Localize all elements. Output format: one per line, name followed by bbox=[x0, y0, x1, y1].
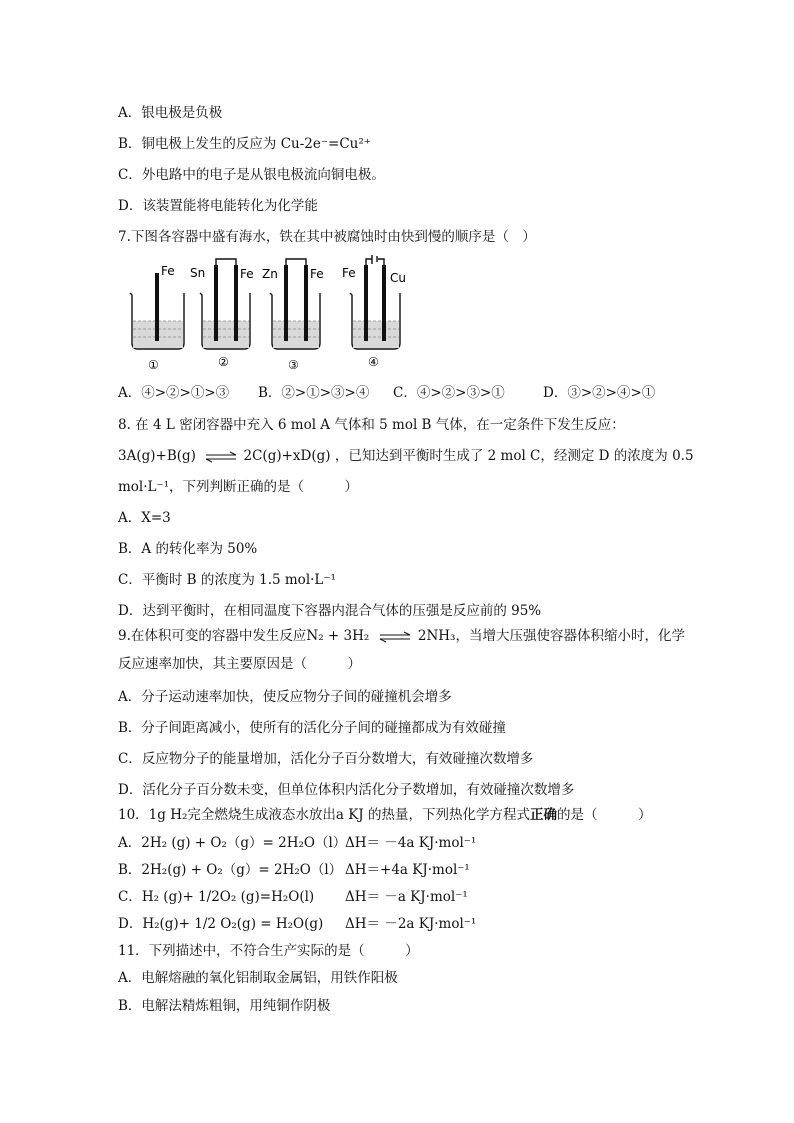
q9-option-b: B．分子间距离减小，使所有的活化分子间的碰撞都成为有效碰撞 bbox=[118, 720, 506, 736]
q10-option-a-enthalpy: ΔH＝ －4a KJ·mol⁻¹ bbox=[345, 835, 477, 851]
q8-equation-right: 2C(g)+xD(g) bbox=[243, 448, 331, 464]
q9-stem-line1 bbox=[118, 627, 685, 645]
beaker-number-1: ① bbox=[148, 358, 159, 372]
q6-option-b: B．铜电极上发生的反应为 Cu-2e⁻=Cu²⁺ bbox=[118, 136, 371, 152]
q8-option-c: C．平衡时 B 的浓度为 1.5 mol·L⁻¹ bbox=[118, 572, 336, 588]
q7-stem: 7.下图各容器中盛有海水，铁在其中被腐蚀时由快到慢的顺序是（ ） bbox=[118, 229, 536, 245]
q7-option-d: D．③>②>④>① bbox=[543, 385, 656, 401]
q8-stem-line1: 8. 在 4 L 密闭容器中充入 6 mol A 气体和 5 mol B 气体，在一定条件下发生反应： bbox=[118, 417, 625, 433]
q10-option-c-equation: C．H₂ (g)+ 1/2O₂ (g)=H₂O(l) bbox=[118, 889, 315, 905]
q10-option-a-equation: A．2H₂ (g) + O₂（g）= 2H₂O（l） bbox=[118, 835, 347, 851]
label-sn: Sn bbox=[190, 266, 206, 280]
equilibrium-arrow-icon bbox=[378, 631, 412, 643]
q10-option-a bbox=[118, 834, 346, 852]
q8-option-a: A．X=3 bbox=[118, 510, 171, 526]
q10-option-c bbox=[118, 888, 314, 906]
fe-electrode-4 bbox=[364, 265, 368, 341]
beaker-number-2: ② bbox=[218, 355, 229, 369]
q10-stem-a: 10．1g H₂完全燃烧生成液态水放出a KJ 的热量，下列热化学方程式 bbox=[118, 807, 531, 823]
q9-stem-line2: 反应速率加快，其主要原因是（ ） bbox=[118, 656, 361, 672]
q10-stem bbox=[118, 806, 652, 824]
q6-option-d: D．该装置能将电能转化为化学能 bbox=[118, 198, 318, 214]
label-fe-4: Fe bbox=[342, 266, 356, 280]
q10-option-c-enthalpy: ΔH＝ －a KJ·mol⁻¹ bbox=[345, 889, 468, 905]
q6-option-c: C．外电路中的电子是从银电极流向铜电极。 bbox=[118, 167, 385, 183]
q10-option-b-equation: B．2H₂(g) + O₂（g）= 2H₂O（l） bbox=[118, 862, 343, 878]
beaker-number-3: ③ bbox=[288, 358, 299, 372]
cu-electrode bbox=[382, 265, 386, 341]
equilibrium-arrow-icon bbox=[204, 451, 238, 463]
fe-electrode-3 bbox=[304, 265, 308, 341]
zn-electrode bbox=[284, 265, 288, 341]
label-fe-1: Fe bbox=[161, 264, 175, 278]
q10-option-d-enthalpy: ΔH＝ －2a KJ·mol⁻¹ bbox=[345, 916, 477, 932]
label-fe-3: Fe bbox=[310, 267, 324, 281]
label-cu: Cu bbox=[390, 271, 406, 285]
q8-equation-left: 3A(g)+B(g) bbox=[118, 448, 196, 464]
q10-stem-b: 的是（ ） bbox=[557, 807, 652, 823]
q8-stem-line2 bbox=[118, 447, 694, 465]
q8-stem-line3: mol·L⁻¹，下列判断正确的是（ ） bbox=[118, 479, 359, 495]
q9-stem-b: 2NH₃，当增大压强使容器体积缩小时，化学 bbox=[417, 628, 685, 644]
q6-option-a: A．银电极是负极 bbox=[118, 105, 223, 121]
sn-electrode bbox=[214, 265, 218, 341]
q10-option-d-equation: D．H₂(g)+ 1/2 O₂(g) = H₂O(g) bbox=[118, 916, 324, 932]
q11-stem: 11．下列描述中，不符合生产实际的是（ ） bbox=[118, 943, 419, 959]
corrosion-beakers-figure bbox=[118, 255, 448, 373]
q9-option-d: D．活化分子百分数未变，但单位体积内活化分子数增加，有效碰撞次数增多 bbox=[118, 782, 575, 798]
q9-stem-a: 9.在体积可变的容器中发生反应N₂ + 3H₂ bbox=[118, 628, 370, 644]
q9-option-a: A．分子运动速率加快，使反应物分子间的碰撞机会增多 bbox=[118, 689, 452, 705]
beaker-number-4: ④ bbox=[368, 355, 379, 369]
q7-option-c: C．④>②>③>① bbox=[393, 385, 505, 401]
q10-option-d bbox=[118, 915, 323, 933]
q8-option-b: B．A 的转化率为 50% bbox=[118, 541, 258, 557]
q11-option-b: B．电解法精炼粗铜，用纯铜作阴极 bbox=[118, 998, 331, 1014]
q10-option-b bbox=[118, 861, 342, 879]
label-zn: Zn bbox=[262, 267, 278, 281]
q9-option-c: C．反应物分子的能量增加，活化分子百分数增大，有效碰撞次数增多 bbox=[118, 751, 534, 767]
q10-stem-emphasis: 正确 bbox=[530, 807, 558, 823]
fe-electrode-2 bbox=[234, 265, 238, 341]
q7-option-b: B．②>①>③>④ bbox=[258, 385, 370, 401]
q10-option-b-enthalpy: ΔH＝+4a KJ·mol⁻¹ bbox=[345, 862, 470, 878]
fe-electrode-1 bbox=[155, 273, 159, 341]
label-fe-2: Fe bbox=[240, 267, 254, 281]
battery-icon bbox=[372, 255, 377, 264]
q11-option-a: A．电解熔融的氧化铝制取金属铝，用铁作阳极 bbox=[118, 970, 398, 986]
q8-option-d: D．达到平衡时，在相同温度下容器内混合气体的压强是反应前的 95% bbox=[118, 603, 542, 619]
q8-stem-text: ，已知达到平衡时生成了 2 mol C，经测定 D 的浓度为 0.5 bbox=[334, 448, 694, 464]
q7-option-a: A．④>②>①>③ bbox=[118, 385, 230, 401]
